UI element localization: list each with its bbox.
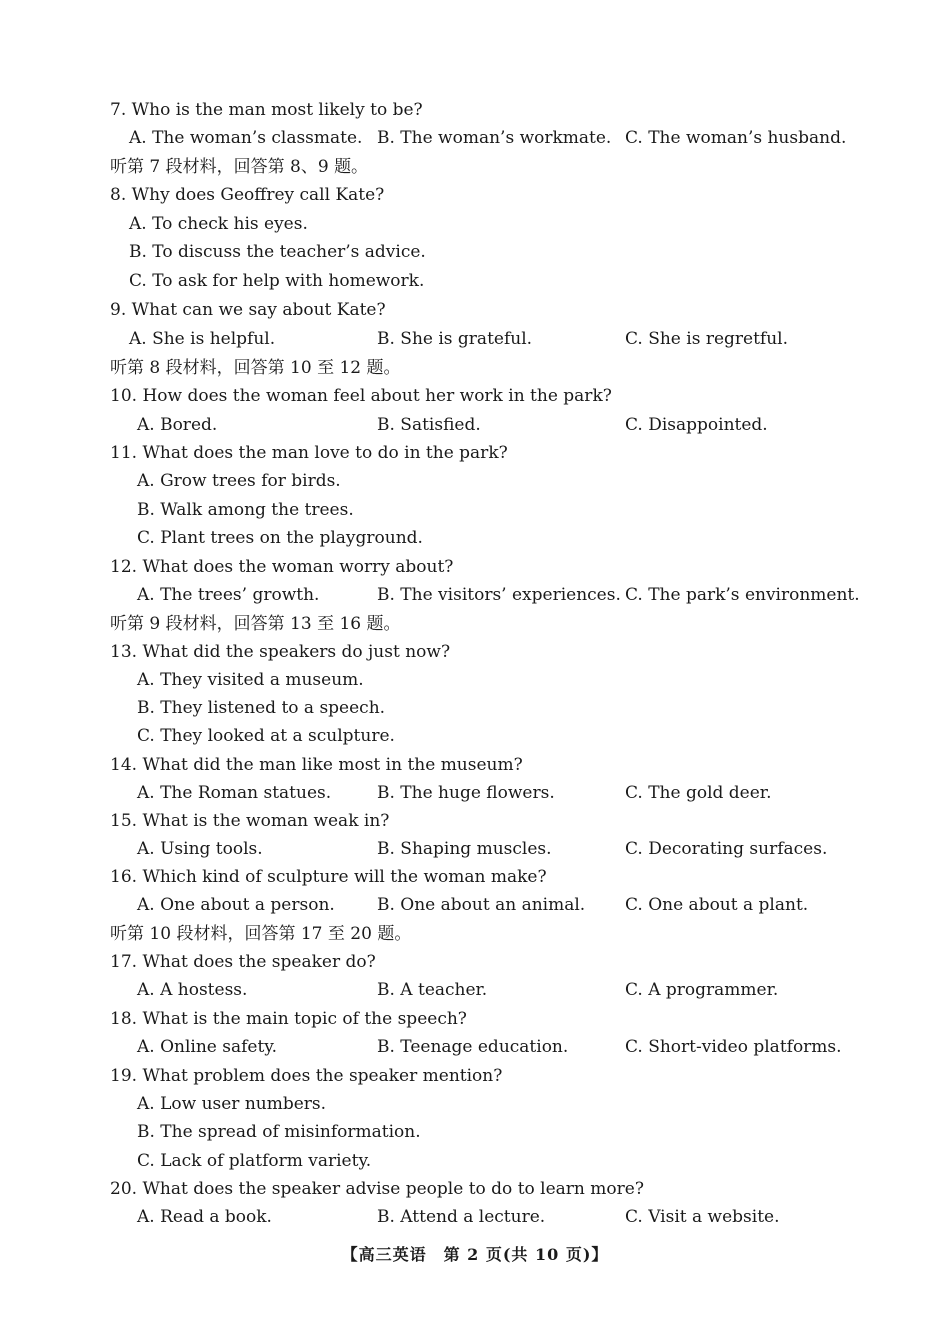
option-b: B. Teenage education. [377,1037,569,1057]
question-19 [0,1062,950,1090]
option-a: A. Bored. [137,415,218,435]
option-c: C. Disappointed. [625,415,768,435]
option-b: B. A teacher. [377,980,488,1000]
question-stem: 9. What can we say about Kate? [110,300,386,320]
option-a: A. Read a book. [137,1207,272,1227]
option-b: B. The visitors’ experiences. [377,585,621,605]
option-a: A. The trees’ growth. [137,585,320,605]
option-b: B. Satisfied. [377,415,481,435]
option-a: A. Online safety. [137,1037,278,1057]
options-row [0,779,950,807]
options-row [0,411,950,439]
question-stem: 17. What does the speaker do? [110,952,376,972]
question-stem: 7. Who is the man most likely to be? [110,100,423,120]
option-c: C. A programmer. [625,980,779,1000]
question-stem: 18. What is the main topic of the speech? [110,1009,467,1029]
option-c: C. The woman’s husband. [625,128,847,148]
options-row [0,325,950,353]
section-instruction: 听第 10 段材料，回答第 17 至 20 题。 [110,924,412,944]
question-15 [0,807,950,835]
section-instruction: 听第 9 段材料，回答第 13 至 16 题。 [110,614,401,634]
option-c: C. To ask for help with homework. [129,271,425,291]
options-row [0,1033,950,1061]
option-a: A. The woman’s classmate. [129,128,363,148]
question-stem: 13. What did the speakers do just now? [110,642,451,662]
options-row [0,124,950,152]
option-b: B. The spread of misinformation. [137,1122,421,1142]
question-stem: 12. What does the woman worry about? [110,557,454,577]
options-row [0,976,950,1004]
question-stem: 16. Which kind of sculpture will the woman make? [110,867,547,887]
section-instruction: 听第 7 段材料，回答第 8、9 题。 [110,157,369,177]
option-a: A. One about a person. [137,895,335,915]
option-c: C. The park’s environment. [625,585,860,605]
section-instruction: 听第 8 段材料，回答第 10 至 12 题。 [110,358,401,378]
page-footer: 【高三英语 第 2 页(共 10 页)】 [341,1245,609,1264]
option-a: A. The Roman statues. [137,783,332,803]
option-b: B. The huge flowers. [377,783,555,803]
option-b: B. They listened to a speech. [137,698,386,718]
question-8 [0,181,950,209]
options-row [0,891,950,919]
option-c: C. Short-video platforms. [625,1037,842,1057]
question-11 [0,439,950,467]
option-a: A. A hostess. [137,980,248,1000]
option-c: C. She is regretful. [625,329,789,349]
question-stem: 19. What problem does the speaker mention? [110,1066,503,1086]
question-stem: 8. Why does Geoffrey call Kate? [110,185,385,205]
question-stem: 14. What did the man like most in the museum? [110,755,523,775]
option-b: B. Attend a lecture. [377,1207,546,1227]
question-stem: 10. How does the woman feel about her work in the park? [110,386,612,406]
option-c: C. Plant trees on the playground. [137,528,423,548]
question-14 [0,751,950,779]
option-a: A. Low user numbers. [137,1094,327,1114]
question-17 [0,948,950,976]
option-a: A. Grow trees for birds. [137,471,341,491]
question-10 [0,382,950,410]
option-b: B. One about an animal. [377,895,586,915]
option-b: B. She is grateful. [377,329,533,349]
question-stem: 15. What is the woman weak in? [110,811,390,831]
question-stem: 20. What does the speaker advise people to do to learn more? [110,1179,644,1199]
question-18 [0,1005,950,1033]
question-20 [0,1175,950,1203]
option-b: B. Walk among the trees. [137,500,354,520]
option-c: C. They looked at a sculpture. [137,726,395,746]
option-a: A. They visited a museum. [137,670,364,690]
question-9 [0,296,950,324]
option-c: C. The gold deer. [625,783,772,803]
option-b: B. Shaping muscles. [377,839,552,859]
option-b: B. To discuss the teacher’s advice. [129,242,426,262]
question-7 [0,96,950,124]
option-c: C. Visit a website. [625,1207,780,1227]
option-c: C. Decorating surfaces. [625,839,828,859]
option-a: A. To check his eyes. [129,214,308,234]
question-stem: 11. What does the man love to do in the park? [110,443,508,463]
option-c: C. One about a plant. [625,895,809,915]
option-b: B. The woman’s workmate. [377,128,612,148]
option-a: A. Using tools. [137,839,263,859]
option-c: C. Lack of platform variety. [137,1151,372,1171]
question-12 [0,553,950,581]
option-a: A. She is helpful. [129,329,276,349]
question-16 [0,863,950,891]
question-13 [0,638,950,666]
options-row [0,1203,950,1231]
options-row [0,581,950,609]
options-row [0,835,950,863]
